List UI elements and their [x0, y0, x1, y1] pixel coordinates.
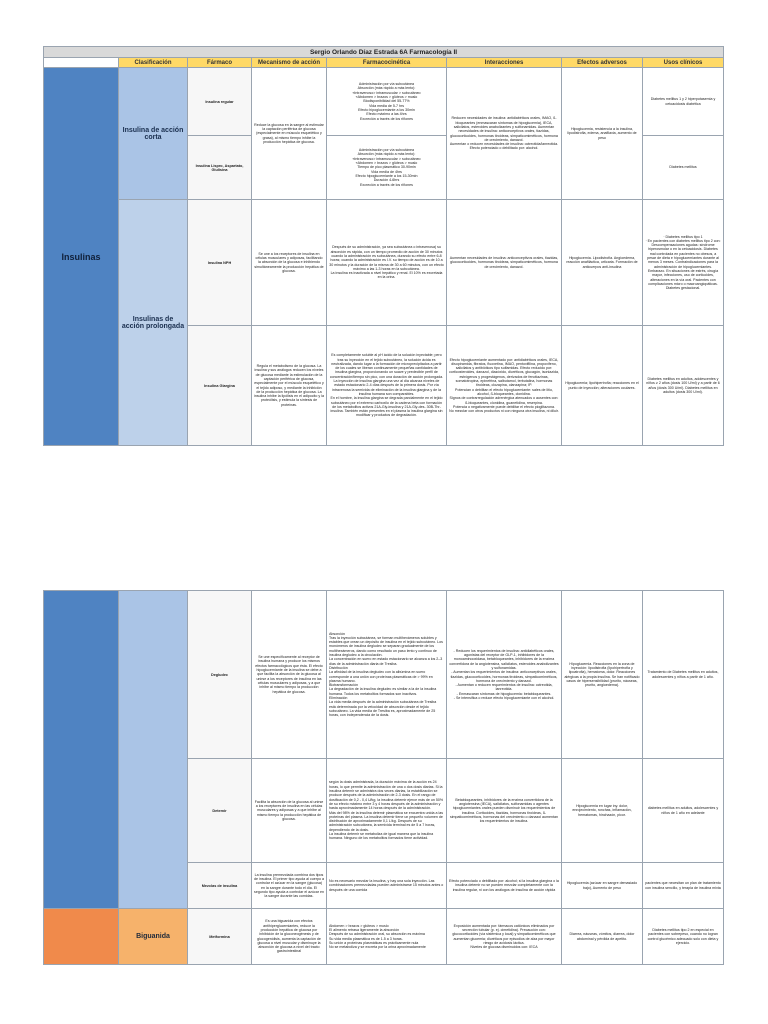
- table-row: [44, 200, 724, 326]
- pk-detemir: según la dosis administrada, la duración máxima de la acción es 24 horas, lo que permite la administración de una o dos dosis diarias. Si la insulina detemir se administra dos veces diarias, la estabilización se produce después de la administración de 2-3 dosis. En el rango de dosificación de 0,2 - 0,4 U/kg, la insulina detemir ejerce más de un 50% de su efecto máximo entre 3 y 4 horas después de la administración y hasta aproximadamente 14 horas después de la administración. Más del 98% de la insulina detemir plasmática se encuentra unida a las proteínas del plasma. La insulina detemir tiene un pequeño volumen de distribución de aproximadamente 0,1 L/kg. Después de su administración subcutánea, la semivida terminal es de 5 a 7 horas, dependiendo de la dosis. La insulina detemir se metaboliza de igual manera que la insulina humana. Ninguno de los metabolitos formados tiene actividad.: [327, 759, 447, 863]
- group-insulinas-continuacion: [44, 591, 119, 909]
- interactions-insulina-nph: Aumentan necesidades de insulina: anticonceptivos orales, tiazidas, glucocorticoides, hormonas tiroideas, simpaticomiméticos, hormona de crecimiento, danazol.: [447, 200, 562, 326]
- mechanism-insulina-glargina: Regula el metabolismo de la glucosa. La insulina y sus análogos reducen los niveles de glucosa mediante la estimulación de la captación periférica de glucosa, especialmente por el músculo esquelético y el tejido adiposo, y mediante la inhibición de la producción hepática de glucosa. La insulina inhibe la lipólisis en el adipocito y la proteólisis, y estimula la síntesis de proteínas.: [252, 326, 327, 446]
- pk-mezclas-insulina: No es necesario mezclar la insulina, y hay una sola inyección. Las combinaciones premezcladas pueden administrarse 15 minutos antes o después de una comida: [327, 863, 447, 909]
- class-accion-prolongada-continuacion: [119, 591, 188, 909]
- uses-insulina-nph: · Diabetes mellitus tipo 1 · En pacientes con diabetes mellitus tipo 2 con: Descompensaciones agudas: síndrome hiperosmolar o en la cetoacidosis. Diabetes mal controlada en pacientes no obesos, a pesar de dieta e hipoglucemiantes durante al menos 3 meses. Contraindicaciones para la administración de hipoglucemiantes. Embarazo. En situaciones de estrés, cirugía mayor, infecciones, uso de corticoides, alteraciones en la vía oral. Pacientes con complicaciones micro o macroangiopáticas. Diabetes gestacional.: [643, 200, 724, 326]
- interactions-detemir: Betabloqueantes, inhibidores de la enzima convertidora de la angiotensina (IECA), salicilatos, sulfonamidas o agentes hipoglucemiantes orales pueden disminuir los requerimientos de insulina. Corticoides, tiazidas, hormonas tiroideas, ß-simpaticomiméticos, hormonas del crecimiento o danazol aumentan los requerimientos de insulina.: [447, 759, 562, 863]
- table-row: [44, 591, 724, 759]
- drug-insulina-lispro: Insulina Lispro, Aspartato, Glulisina: [188, 136, 252, 200]
- uses-mezclas-insulina: pacientes que necesitan un plan de tratamiento con insulina sencillo, y terapia de insulina mixta: [643, 863, 724, 909]
- pk-degludec: Absorción Tras la inyección subcutánea, se forman multihexámeros solubles y estables que crean un depósito de insulina en el tejido subcutáneo. Los monómeros de insulina degludec se separan gradualmente de los multihexámeros, dando como resultado un paso lento y continuo de insulina degludec a la circulación. La concentración en suero en estado estacionario se alcanza a los 2–3 días de la administración diaria de Tresiba. Distribución La afinidad de la insulina degludec con la albúmina en suero corresponde a una unión con proteínas plasmáticas de > 99% en plasma humano. Biotransformación La degradación de la insulina degludec es similar a la de la insulina humana. Todos los metabolitos formados son inactivos. Eliminación La vida media después de la administración subcutánea de Tresiba está determinada por la velocidad de absorción desde el tejido subcutáneo. La vida media de Tresiba es, aproximadamente de 25 horas, con independencia de la dosis.: [327, 591, 447, 759]
- mechanism-detemir: Facilita la absorción de la glucosa al unirse a los receptores de insulina en las células musculares y adiposas y a que inhibe al mismo tiempo la producción hepática de glucosa.: [252, 759, 327, 863]
- drug-metformina: Metformina: [188, 909, 252, 965]
- drug-insulina-glargina: Insulina Glargina: [188, 326, 252, 446]
- interactions-mezclas-insulina: Efecto potenciado o debilitado por: alcohol; si la insulina glargina o la insulina detemir no se pueden mezclar completamente con la insulina regular, ni con los análogos de insulina de acción rápida: [447, 863, 562, 909]
- class-accion-prolongada: Insulinas de acción prolongada: [119, 200, 188, 446]
- adverse-mezclas-insulina: Hipoglucemia (azúcar en sangre demasiado bajo), Aumento de peso: [562, 863, 643, 909]
- document-title: Sergio Orlando Díaz Estrada 6A Farmacología II: [44, 47, 724, 58]
- adverse-accion-corta: Hipoglucemia, resistencia a la insulina, lipodistrofia, edema, anafilaxia, aumento de peso: [562, 68, 643, 200]
- drug-mezclas-insulina: Mezclas de insulina: [188, 863, 252, 909]
- pk-insulina-regular: Administración por vía subcutánea Absorción (más rápido a más lento): «Intravenoso> intramuscular > subcutáneo «Abdomen > brazos > glúteos > muslo Biodisponibilidad del 55-77% Vida media de 5-7 hrs Efecto hipoglucemiante a los 30min Efecto máximo a las 4hrs Excreción a través de los riñones: [327, 68, 447, 136]
- group-biguanida-accent: [44, 909, 119, 965]
- adverse-insulina-nph: Hipoglucemia. Lipodistrofia. Angioedema, reacción anafiláctica, urticaria. Formación de anticuerpos anti-insulina: [562, 200, 643, 326]
- sheet-insulinas: [43, 46, 724, 446]
- mechanism-accion-corta: Reduce la glucosa en la sangre al estimular la captación periférica de glucosa (especialmente en músculo esquelético y grasa), al mismo tiempo inhibe la producción hepática de glucosa.: [252, 68, 327, 200]
- pk-insulina-nph: Después de su administración, ya sea subcutánea o intravenosa) su absorción es rápida, con un tiempo promedio de acción de 30 minutos cuando la administración es subcutánea, durando su efecto entre 6-8 horas; cuando la administración es I.V. su tiempo de acción es de 10 a 30 minutos y la duración de la misma de 30 a 60 minutos, con un efecto máximo a las 1-3 horas en la subcutánea. La insulina es inactivada a nivel hepático y renal. El 10% es excretada en la orina.: [327, 200, 447, 326]
- drug-detemir: Detemir: [188, 759, 252, 863]
- header-usos-clinicos: Usos clínicos: [643, 58, 724, 68]
- adverse-insulina-glargina: Hipoglucemia; lipohipertrofia; reacciones en el punto de inyección; alteraciones oculares.: [562, 326, 643, 446]
- interactions-degludec: - Reducen los requerimientos de insulina: antidiabéticos orales, agonistas del receptor de GLP-1, inhibidores de la monoaminooxidasa, betabloqueantes, inhibidores de la enzima convertidora de la angiotensina, salicilatos, esteroides anabolizantes y sulfonamidas. - Aumentan los requerimientos de insulina: anticonceptivos orales, tiazidas, glucocorticoides, hormonas tiroideas, simpaticomiméticos, hormona de crecimiento y danazol. - Aumentan o reducen requerimientos de insulina: octreotida, lanreotida. - Enmascaran síntomas de hipoglucemia: betabloqueantes. - Se intensifica o reduce efecto hipoglucemiante con el alcohol.: [447, 591, 562, 759]
- uses-detemir: diabetes mellitus en adultos, adolescentes y niños de 1 año en adelante: [643, 759, 724, 863]
- header-mecanismo: Mecanismo de acción: [252, 58, 327, 68]
- mechanism-metformina: Es una biguanida con efectos antihiperglucemiantes, reduce la producción hepática de glucosa por inhibición de la gluconeogénesis y de glucogenólisis, aumenta la captación de glucosa a nivel muscular y disminuye la absorción de glucosa a nivel del tracto gastrointestinal: [252, 909, 327, 965]
- class-biguanida: Biguanida: [119, 909, 188, 965]
- drug-insulina-nph: Insulina NPH: [188, 200, 252, 326]
- mechanism-degludec: Se une específicamente al receptor de insulina humana y produce los mismos efectos farmacológicos que ésta. El efecto hipoglucemiante de la insulina se debe a que facilita la absorción de la glucosa al unirse a los receptores de insulina en las células musculares y adiposas, y a que inhibe al mismo tiempo la producción hepática de glucosa.: [252, 591, 327, 759]
- interactions-insulina-glargina: Efecto hipoglucemiante aumentado por: antidiabéticos orales, IECA, disopiramida, fibratos, fluoxetina, IMAO, pentoxifilina, propoxifeno, salicilatos y antibióticos tipo sulfamidas. Efecto reducido por: corticosteroides, danazol, diazóxido, diuréticos, glucagón, isoniazida, estrógenos y progestágenos, derivados de fenotiazinas, somatotropina, epinefrina, salbutamol, terbutalina, hormonas tiroideas, clozapina, olanzapina; IP. Potencian o debilitan el efecto hipoglucemiante: sales de litio, alcohol, ß-bloqueantes, clonidina. Signos de contrarregulación adrenérgica atenuados o ausentes con: ß-bloqueantes, clonidina, guanetidina, reserpina. Potencia o negativamente puede debilitar el efecto pioglitazona. No mezclar con otros productos ni con ninguna otra insulina, ni diluir.: [447, 326, 562, 446]
- sheet-insulinas-continuacion: [43, 590, 724, 965]
- header-farmaco: Fármaco: [188, 58, 252, 68]
- adverse-detemir: Hipoglucemia en lugar iny. dolor, enrojecimiento, ronchas, inflamación, hematomas, hinchazón, picor.: [562, 759, 643, 863]
- uses-metformina: Diabetes mellitus tipo 2 en especial en pacientes con sobrepeso, cuando no logran control glucémico adecuado solo con dieta y ejercicio.: [643, 909, 724, 965]
- pk-insulina-lispro: Administración por vía subcutánea Absorción (más rápido a más lento): «Intravenoso> intramuscular > subcutáneo «Abdomen > brazos > glúteos > muslo Tiempo de pico plasmático 30-90min Vida media de 4hrs Efecto hipoglucemiante a los 15-30min Duración 4-6hrs Excreción a través de los riñones: [327, 136, 447, 200]
- header-efectos-adversos: Efectos adversos: [562, 58, 643, 68]
- mechanism-insulina-nph: Se une a los receptores de insulina en células musculares y adiposas, facilitando la absorción de la glucosa e inhibiendo simultáneamente la producción hepática de glucosa.: [252, 200, 327, 326]
- drug-degludec: Degludec: [188, 591, 252, 759]
- header-row: [44, 58, 724, 68]
- class-accion-corta: Insulina de acción corta: [119, 68, 188, 200]
- header-blank: [44, 58, 119, 68]
- pk-metformina: Abdomen > brazos > glúteos > muslo El alimento retrasa ligeramente la absorción Después de su administración oral, su absorción es máxima Su vida media plasmática es de 1.5 a 3 horas. Su unión a proteínas plasmáticas es prácticamente nula No se metaboliza y se excreta por la orina aproximadamente: [327, 909, 447, 965]
- adverse-metformina: Diarrea, náuseas, vómitos, diarrea, dolor abdominal y pérdida de apetito.: [562, 909, 643, 965]
- uses-insulina-regular: Diabetes mellitus 1 y 2 hiperpotasemia y cetoacidosis diabética: [643, 68, 724, 136]
- uses-insulina-glargina: Diabetes mellitus en adultos, adolescentes y niños ≥ 2 años (dosis 100 U/ml) y a partir de 6 años (dosis 300 U/ml). Diabetes mellitus en adultos (dosis 300 U/ml).: [643, 326, 724, 446]
- header-clasificacion: Clasificación: [119, 58, 188, 68]
- uses-insulina-lispro: Diabetes mellitus: [643, 136, 724, 200]
- header-farmacocinetica: Farmacocinética: [327, 58, 447, 68]
- table-row: [44, 909, 724, 965]
- adverse-degludec: Hipoglucemia. Reacciones en la zona de inyección: lipodistrofia (lipohipertrofia y lipoatrofia), hematoma, dolor. Reacciones alérgicas a la propia insulina. Se han notificado casos de hipersensibilidad (prurito, náuseas, prurito, angioedema).: [562, 591, 643, 759]
- mechanism-mezclas-insulina: La insulina premezclada combina dos tipos de insulina. El primer tipo ayuda al cuerpo a controlar el azúcar en la sangre (glucosa) en la sangre durante todo el día. El segundo tipo ayuda a controlar el azúcar en la sangre durante las comidas.: [252, 863, 327, 909]
- table-row: [44, 68, 724, 136]
- interactions-metformina: Exposición aumentada por: fármacos catiónicos eliminados por secreción tubular (p. ej. cimetidina). Precaución con: glucocorticoides (vía sistémica y local) y simpaticomiméticos que aumentan glucemia; diuréticos por episodios de alza por mayor riesgo de acidosis láctica. Niveles de glucosa disminuidos con: IECA: [447, 909, 562, 965]
- interactions-accion-corta: Reducen necesidades de insulina: antidiabéticos orales, IMAO, ß-bloqueantes (enmascaran síntomas de hipoglucemia), IECA, salicilatos, esteroides anabolizantes y sulfonamidas. Aumentan necesidades de insulina: anticonceptivos orales, tiazidas, glucocorticoides, hormonas tiroideas, simpaticomiméticos, hormona de crecimiento, danazol. Aumentan o reducen necesidades de insulina: octreotida/lanreotida. Efecto potenciado o debilitado por: alcohol.: [447, 68, 562, 200]
- header-interacciones: Interacciones: [447, 58, 562, 68]
- group-insulinas: Insulinas: [44, 68, 119, 446]
- pk-insulina-glargina: Es completamente soluble al pH ácido de la solución inyectable; pero tras su inyección en el tejido subcutáneo, la solución ácida es neutralizada, dando lugar a la formación de microprecipitados a partir de los cuales se liberan continuamente pequeñas cantidades de insulina glargina, proporcionando un suave y predecible perfil de concentración/tiempo sin pico, con una duración de acción prolongada. La inyección de insulina glargina una vez al día alcanza niveles de estado estacionario 2-4 días después de la primera dosis. Por vía intravenosa la semivida de eliminación de la insulina glargina y de la insulina humana son comparables. En el hombre, la insulina glargina se degrada parcialmente en el tejido subcutáneo por el extremo carboxilo de la cadena beta con formación de los metabolitos activos 21A-Gly-insulina y 21A-Gly-des- 30B-Thr-insulina. También están presentes en el plasma la insulina glargina sin modificar y productos de degradación.: [327, 326, 447, 446]
- uses-degludec: Tratamiento de Diabetes mellitus en adultos, adolescentes y niños a partir de 1 año.: [643, 591, 724, 759]
- drug-insulina-regular: Insulina regular: [188, 68, 252, 136]
